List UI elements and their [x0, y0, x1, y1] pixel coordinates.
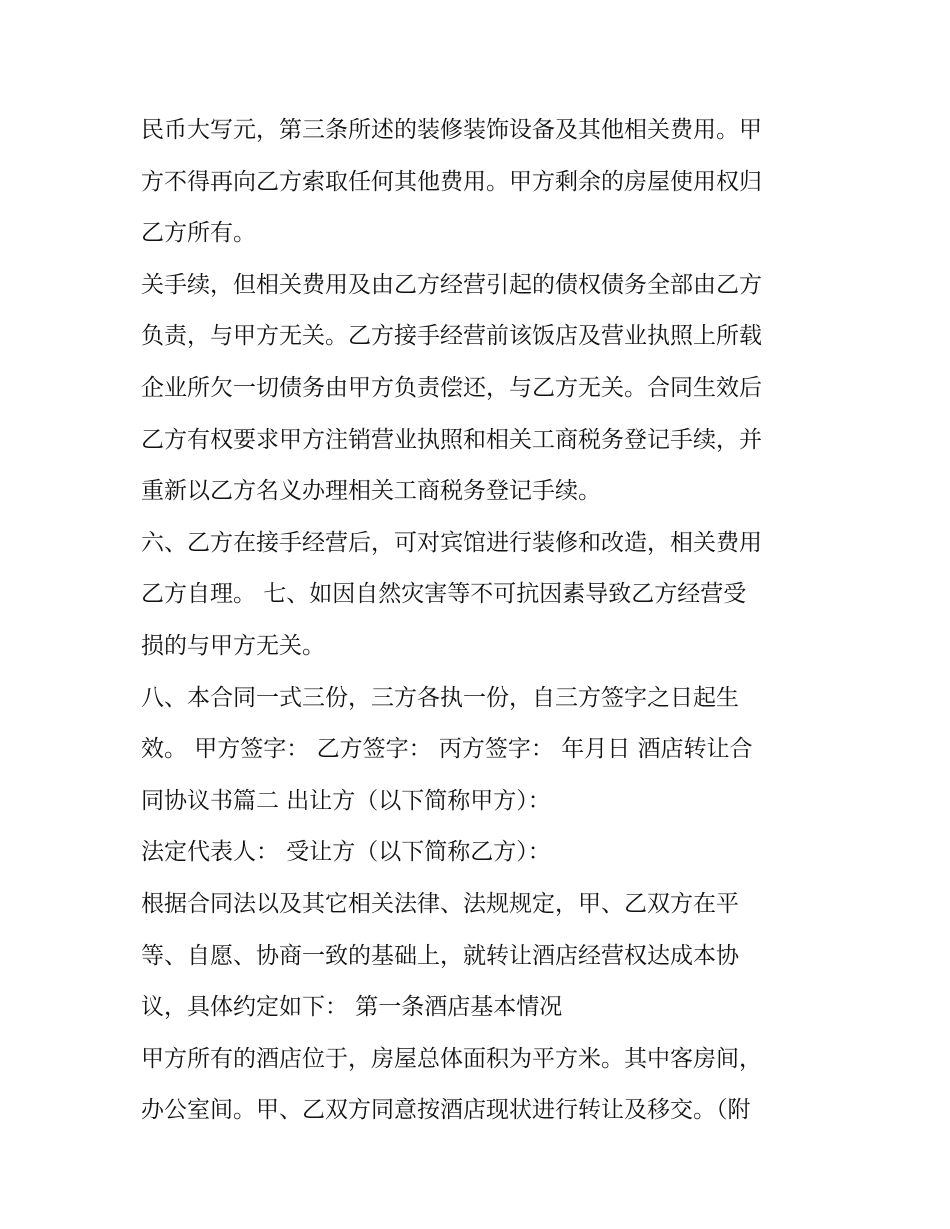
text-line: 方不得再向乙方索取任何其他费用。甲方剩余的房屋使用权归 [141, 168, 762, 195]
text-line: 损的与甲方无关。 [141, 632, 325, 659]
text-line: 民币大写元，第三条所述的装修装饰设备及其他相关费用。甲 [141, 117, 762, 143]
text-line: 八、本合同一式三份，三方各执一份，自三方签字之日起生 [141, 684, 739, 711]
text-line: 办公室间。甲、乙双方同意按酒店现状进行转让及移交。（附 [141, 1097, 751, 1124]
text-line: 议，具体约定如下： 第一条酒店基本情况 [141, 994, 563, 1021]
text-line: 六、乙方在接手经营后，可对宾馆进行装修和改造，相关费用 [141, 529, 762, 556]
text-line: 等、自愿、协商一致的基础上，就转让酒店经营权达成本协 [141, 942, 739, 969]
text-line: 负责，与甲方无关。乙方接手经营前该饭店及营业执照上所载 [141, 323, 762, 350]
text-line: 根据合同法以及其它相关法律、法规规定，甲、乙双方在平 [141, 890, 739, 917]
text-line: 法定代表人： 受让方（以下简称乙方）： [141, 839, 551, 866]
text-line: 乙方所有。 [141, 220, 256, 247]
text-line: 企业所欠一切债务由甲方负责偿还，与乙方无关。合同生效后 [141, 374, 762, 401]
text-line: 乙方有权要求甲方注销营业执照和相关工商税务登记手续，并 [141, 426, 762, 453]
text-line: 乙方自理。 七、如因自然灾害等不可抗因素导致乙方经营受 [141, 581, 747, 608]
text-line: 关手续，但相关费用及由乙方经营引起的债权债务全部由乙方 [141, 271, 762, 298]
document-body [141, 110, 821, 1142]
text-line: 同协议书篇二 出让方（以下简称甲方）： [141, 787, 551, 814]
text-line: 重新以乙方名义办理相关工商税务登记手续。 [141, 478, 601, 505]
text-line: 效。 甲方签字： 乙方签字： 丙方签字： 年月日 酒店转让合 [141, 736, 753, 763]
text-line: 甲方所有的酒店位于，房屋总体面积为平方米。其中客房间， [141, 1045, 762, 1072]
